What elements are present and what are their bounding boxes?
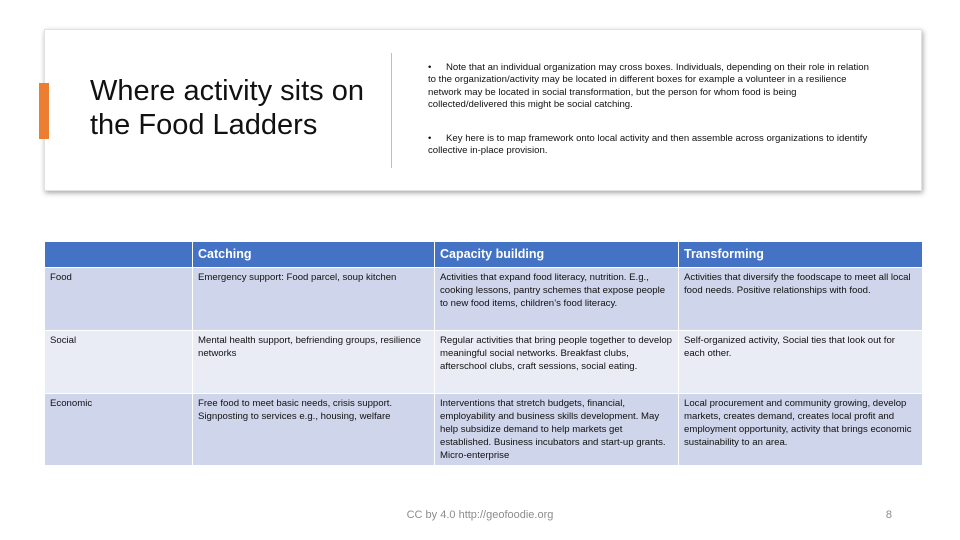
- row-label-economic: Economic: [45, 394, 193, 466]
- accent-bar: [39, 83, 49, 139]
- table-header-row: [45, 242, 923, 268]
- table-cell: Activities that diversify the foodscape to meet all local food needs. Positive relationships with food.: [679, 268, 923, 331]
- note-item: [428, 133, 878, 158]
- table-cell: Free food to meet basic needs, crisis support. Signposting to services e.g., housing, welfare: [193, 394, 435, 466]
- table-row: [45, 394, 923, 466]
- notes-list: [428, 62, 878, 180]
- footer-license: CC by 4.0 http://geofoodie.org: [406, 509, 554, 521]
- row-label-food: Food: [45, 268, 193, 331]
- table-cell: Activities that expand food literacy, nutrition. E.g., cooking lessons, pantry schemes that expose people to new food items, children’s food literacy.: [435, 268, 679, 331]
- table-row: [45, 268, 923, 331]
- table-cell: Mental health support, befriending groups, resilience networks: [193, 331, 435, 394]
- header-cell-empty: [45, 242, 193, 268]
- table-cell: Local procurement and community growing, develop markets, creates demand, creates local profit and employment opportunity, activity that brings economic sustainability to an area.: [679, 394, 923, 466]
- note-text: Key here is to map framework onto local activity and then assemble across organizations to identify collective in-place provision.: [428, 133, 868, 157]
- slide-title: Where activity sits on the Food Ladders: [90, 75, 364, 141]
- header-cell-transforming: Transforming: [679, 242, 923, 268]
- table-cell: Regular activities that bring people together to develop meaningful social networks. Breakfast clubs, afterschool clubs, craft sessions, social eating.: [435, 331, 679, 394]
- table-cell: Interventions that stretch budgets, financial, employability and business skills development. May help subsidize demand to help markets get established. Business incubators and start-up grants. Micro-enterprise: [435, 394, 679, 466]
- table-cell: Self-organized activity, Social ties that look out for each other.: [679, 331, 923, 394]
- row-label-social: Social: [45, 331, 193, 394]
- title-divider: [391, 53, 392, 168]
- bullet-icon: •: [428, 133, 432, 145]
- bullet-icon: •: [428, 62, 432, 73]
- header-cell-capacity-building: Capacity building: [435, 242, 679, 268]
- note-text: Note that an individual organization may cross boxes. Individuals, depending on their role in relation to the organization/activity may be located in different boxes for example a volunteer in a resilience network may be located in social transformation, but the person for whom food is being collected/delivered this might be social catching.: [428, 62, 869, 110]
- note-item: [428, 62, 878, 111]
- food-ladders-table: [44, 241, 923, 466]
- page-number: 8: [885, 509, 892, 521]
- table-cell: Emergency support: Food parcel, soup kitchen: [193, 268, 435, 331]
- table-row: [45, 331, 923, 394]
- header-cell-catching: Catching: [193, 242, 435, 268]
